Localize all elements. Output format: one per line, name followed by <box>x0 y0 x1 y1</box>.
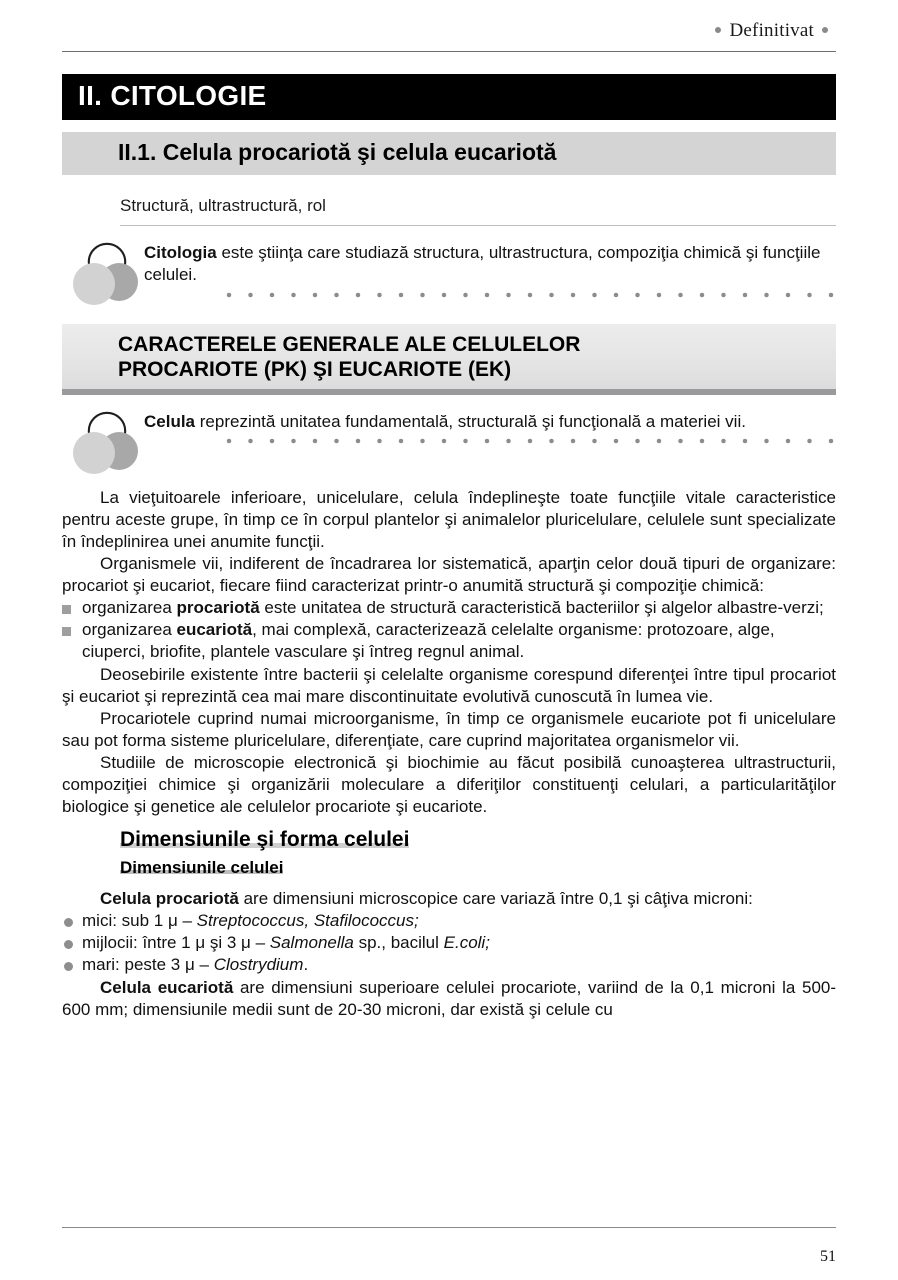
heading-dimensions-wrap <box>62 818 836 852</box>
chapter-title-banner: II. CITOLOGIE <box>62 74 836 120</box>
paragraph-eucariota <box>62 977 836 1021</box>
organisation-type-list <box>62 597 836 663</box>
dotted-divider-1 <box>226 292 836 300</box>
heading-dimensiunile-si-forma: Dimensiunile şi forma celulei <box>120 828 410 852</box>
subtitle-text: Structură, ultrastructură, rol <box>120 195 326 215</box>
list-item <box>62 597 836 619</box>
species-name: Streptococcus, Stafilococcus; <box>196 911 419 931</box>
list-item <box>62 910 836 932</box>
size-label: mari: peste 3 μ – <box>82 955 214 975</box>
three-circles-icon <box>68 411 146 477</box>
species-name-2: E.coli; <box>443 933 490 953</box>
header-divider <box>62 51 836 52</box>
size-label: mici: sub 1 μ – <box>82 911 197 931</box>
list-item-lead: organizarea <box>82 598 177 618</box>
list-item <box>62 954 836 976</box>
paragraph-3: Deosebirile existente între bacterii şi celelalte organisme corespund diferenţei între tipul procariot şi eucariot şi reprezintă cea mai mare discontinuitate evolutivă cunoscută în lumea vie. <box>62 664 836 706</box>
list-item-bold: procariotă <box>176 598 260 618</box>
list-item-rest: este unitatea de structură caracteristică bacteriilor şi algelor albastre-verzi; <box>259 598 824 618</box>
species-name: Salmonella <box>269 933 354 953</box>
running-header <box>62 0 836 42</box>
three-circles-icon <box>68 242 146 308</box>
body-content <box>62 487 836 818</box>
heading-dimensiunile-celulei-wrap <box>62 848 836 878</box>
term-celula-procariota: Celula procariotă <box>100 889 239 909</box>
list-item-rest: , mai complexă, caracterizează celelalte organisme: protozoare, alge, ciuperci, briofite, plantele vasculare şi întreg regnul animal. <box>82 620 775 662</box>
header-label: Definitivat <box>729 20 814 41</box>
dotted-divider-2 <box>226 438 836 446</box>
term-celula-eucariota: Celula eucariotă <box>100 977 234 997</box>
definition-body-celula: reprezintă unitatea fundamentală, structurală şi funcţională a materiei vii. <box>195 411 746 431</box>
cell-size-content <box>62 888 836 1021</box>
definition-text-celula <box>144 411 836 434</box>
definition-callout-citologia <box>62 242 836 304</box>
heading-dimensiunile-celulei: Dimensiunile celulei <box>120 858 284 878</box>
paragraph-4: Procariotele cuprind numai microorganisme, în timp ce organismele eucariote pot fi unicelulare sau pot forma sisteme pluricelulare, diferenţiate, care cuprind majoritatea organismelor vii. <box>62 708 836 750</box>
definition-term-celula: Celula <box>144 411 196 431</box>
band-heading-caractere-generale <box>62 324 836 395</box>
definition-callout-celula <box>62 411 836 473</box>
definition-body-citologia: este ştiinţa care studiază structura, ultrastructura, compoziţia chimică şi funcţiile celulei. <box>144 242 821 285</box>
text-celula-eucariota: are dimensiuni superioare celulei procariote, variind de la 0,1 microni la 500-600 mm; dimensiunile medii sunt de 20-30 microni, dar există şi celule cu <box>62 977 837 1019</box>
size-label: mijlocii: între 1 μ şi 3 μ – <box>82 933 270 953</box>
definition-text-citologia <box>144 242 836 287</box>
paragraph-1: La vieţuitoarele inferioare, unicelulare, celula îndeplineşte toate funcţiile vitale caracteristice pentru aceste grupe, în timp ce în corpul plantelor şi animalelor pluricelulare, celulele sunt specializate în îndeplinirea unei anumite funcţii. <box>62 487 836 551</box>
list-item-lead: organizarea <box>82 620 177 640</box>
list-item <box>62 619 836 663</box>
size-label-cont: . <box>303 955 309 975</box>
section-title-banner: II.1. Celula procariotă şi celula eucariotă <box>62 132 836 174</box>
species-name: Clostrydium <box>213 955 304 975</box>
definition-term-citologia: Citologia <box>144 242 217 262</box>
subtitle-divider <box>120 225 836 226</box>
band-heading-line-2: PROCARIOTE (PK) ŞI EUCARIOTE (EK) <box>118 358 512 382</box>
footer-divider <box>62 1227 836 1228</box>
paragraph-2: Organismele vii, indiferent de încadrarea lor sistematică, aparţin celor două tipuri de organizare: procariot şi eucariot, fiecare fiind caracterizat printr-o anumită structură şi compoziţie chimică: <box>62 554 836 596</box>
size-label-cont: sp., bacilul <box>353 933 444 953</box>
header-left-dot-icon <box>715 27 721 33</box>
page-number: 51 <box>820 1248 836 1265</box>
list-item <box>62 932 836 954</box>
band-heading-line-1: CARACTERELE GENERALE ALE CELULELOR <box>118 332 581 356</box>
header-right-dot-icon <box>822 27 828 33</box>
list-item-bold: eucariotă <box>176 620 253 640</box>
cell-size-list <box>62 910 836 976</box>
paragraph-procariota <box>62 888 836 910</box>
paragraph-5: Studiile de microscopie electronică şi biochimie au făcut posibilă cunoaşterea ultrastructurii, compoziţiei chimice şi organizării moleculare a diferiţilor constituenţi celulari, a particularităţilor biologice şi genetice ale celulelor procariote şi eucariote. <box>62 752 836 817</box>
text-celula-procariota: are dimensiuni microscopice care variază între 0,1 şi câţiva microni: <box>238 889 753 909</box>
